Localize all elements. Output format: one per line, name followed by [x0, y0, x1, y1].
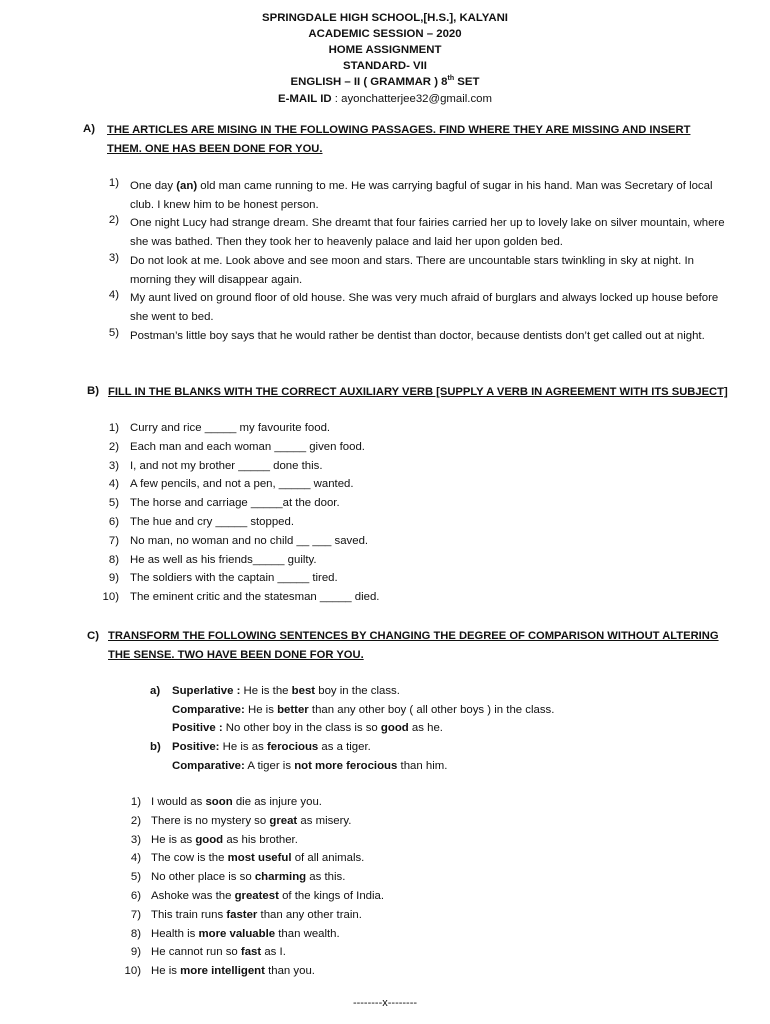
- item-bold: faster: [226, 908, 258, 921]
- school-name: SPRINGDALE HIGH SCHOOL,[H.S.], KALYANI: [262, 12, 508, 24]
- item-bold: greatest: [234, 890, 279, 902]
- item-text: Ashoke was the: [151, 890, 235, 902]
- list-item: The soldiers with the captain _____ tired.: [130, 572, 338, 585]
- item-text: There is no mystery so: [151, 814, 270, 827]
- list-item: [151, 796, 322, 808]
- list-item: [151, 946, 286, 958]
- list-item-number: 1): [108, 422, 119, 434]
- item-text: One night Lucy had strange dream. She dreamt that four fairies carried her up to lovely lake on silver mountain, where she was bathed. Then they took her to heavenly palace and laid her upon golden bed.: [130, 217, 725, 248]
- list-item: The eminent critic and the statesman _____ died.: [130, 591, 380, 604]
- item-bold: great: [269, 814, 298, 827]
- section-b-letter: B): [87, 385, 100, 397]
- item-text: No other place is so: [151, 871, 255, 884]
- list-item-number: 2): [108, 440, 119, 453]
- assignment-title: HOME ASSIGNMENT: [328, 44, 442, 56]
- list-item-number: 3): [108, 459, 119, 472]
- list-item: A few pencils, and not a pen, _____ wanted.: [130, 478, 354, 491]
- item-bold: charming: [254, 871, 307, 884]
- list-item-number: 4): [130, 852, 141, 865]
- item-text: of all animals.: [291, 852, 365, 865]
- list-item: He as well as his friends_____ guilty.: [130, 553, 317, 566]
- section-a-letter: A): [83, 123, 96, 135]
- section-c-title: TRANSFORM THE FOLLOWING SENTENCES BY CHANGING THE DEGREE OF COMPARISON WITHOUT ALTERING THE SENSE. TWO HAVE BEEN DONE FOR YOU.: [108, 630, 719, 661]
- item-text: He is: [151, 965, 181, 978]
- section-c-letter: C): [87, 630, 100, 642]
- item-bold: fast: [240, 946, 262, 959]
- list-item-number: 10): [102, 591, 119, 604]
- list-item-number: 3): [108, 252, 119, 264]
- list-item: [130, 289, 725, 326]
- example-a-positive: Positive : No other boy in the class is so good as he.: [172, 722, 443, 734]
- list-item-number: 1): [130, 796, 141, 808]
- list-item-number: 3): [130, 833, 141, 846]
- list-item-number: 10): [124, 965, 141, 978]
- item-text: than any other train.: [257, 908, 362, 921]
- list-item-number: 5): [130, 871, 141, 884]
- list-item-number: 6): [130, 890, 141, 902]
- list-item-number: 2): [130, 814, 141, 827]
- list-item: The hue and cry _____ stopped.: [130, 516, 295, 528]
- list-item: [151, 834, 298, 846]
- section-b-title: FILL IN THE BLANKS WITH THE CORRECT AUXILIARY VERB [SUPPLY A VERB IN AGREEMENT WITH ITS SUBJECT]: [108, 386, 728, 398]
- list-item-number: 5): [108, 327, 119, 339]
- item-text: as I.: [261, 946, 286, 959]
- item-text: One day: [130, 180, 177, 192]
- item-text: He is as: [151, 833, 196, 846]
- list-item-number: 2): [108, 214, 119, 226]
- list-item-number: 5): [108, 497, 119, 510]
- item-text: than you.: [264, 965, 315, 978]
- item-bold: soon: [205, 796, 233, 808]
- list-item: [151, 909, 362, 921]
- example-a-comparative: Comparative: He is better than any other boy ( all other boys ) in the class.: [172, 704, 555, 716]
- list-item: Each man and each woman _____ given food.: [130, 440, 365, 453]
- example-b-comparative: Comparative: A tiger is not more ferocious than him.: [172, 760, 448, 772]
- email-address: ayonchatterjee32@gmail.com: [341, 93, 492, 105]
- list-item-number: 9): [108, 572, 119, 585]
- list-item-number: 8): [108, 553, 119, 566]
- subject-line: ENGLISH – II ( GRAMMAR ) 8th SET: [290, 75, 480, 88]
- list-item: No man, no woman and no child __ ___ saved.: [130, 534, 369, 547]
- list-item-number: 6): [108, 516, 119, 528]
- email-line: E-MAIL ID : ayonchatterjee32@gmail.com: [278, 93, 492, 105]
- item-text: as this.: [306, 871, 346, 884]
- item-text: of the kings of India.: [278, 890, 385, 902]
- list-item-number: 8): [130, 927, 141, 940]
- list-item: [130, 177, 725, 214]
- list-item: [151, 965, 315, 977]
- list-item: [130, 252, 725, 289]
- item-bold: most useful: [227, 852, 292, 865]
- example-a-superlative: Superlative : He is the best boy in the class.: [172, 685, 400, 697]
- item-bold: good: [195, 833, 224, 846]
- item-text: die as injure you.: [232, 796, 322, 808]
- list-item-number: 7): [130, 908, 141, 921]
- section-a-title: THE ARTICLES ARE MISING IN THE FOLLOWING PASSAGES. FIND WHERE THEY ARE MISSING AND INSERT THEM. ONE HAS BEEN DONE FOR YOU.: [107, 124, 691, 155]
- list-item-number: 9): [130, 946, 141, 959]
- item-text: This train runs: [151, 908, 227, 921]
- item-bold: more valuable: [198, 927, 276, 940]
- list-item: [130, 214, 725, 251]
- item-text: The cow is the: [151, 852, 228, 865]
- footer-divider: --------x--------: [352, 997, 418, 1009]
- list-item: [151, 815, 351, 827]
- item-text: as misery.: [297, 814, 352, 827]
- list-item-number: 4): [108, 478, 119, 491]
- list-item-number: 4): [108, 289, 119, 301]
- list-item: Curry and rice _____ my favourite food.: [130, 422, 331, 434]
- list-item: [151, 852, 364, 864]
- list-item: [151, 890, 384, 902]
- item-text: old man came running to me. He was carrying bagful of sugar in his hand. Man was Secretary of local club. I knew him to be honest person.: [130, 180, 713, 211]
- item-bold: more intelligent: [180, 965, 265, 978]
- item-text: Health is: [151, 927, 199, 940]
- list-item: [130, 327, 725, 346]
- item-text: My aunt lived on ground floor of old house. She was very much afraid of burglars and always locked up house before she went to bed.: [130, 292, 719, 323]
- item-text: He cannot run so: [151, 946, 241, 959]
- academic-session: ACADEMIC SESSION – 2020: [308, 28, 462, 40]
- example-b-label: b): [150, 741, 161, 753]
- list-item: I, and not my brother _____ done this.: [130, 459, 323, 472]
- standard: STANDARD- VII: [343, 60, 427, 72]
- item-bold: (an): [176, 180, 198, 192]
- item-text: than wealth.: [275, 927, 340, 940]
- example-a-label: a): [150, 685, 161, 697]
- item-text: Do not look at me. Look above and see moon and stars. There are uncountable stars twinkling in sky at night. In morning they will disappear again.: [130, 255, 694, 286]
- list-item: [151, 928, 340, 940]
- item-text: I would as: [151, 796, 206, 808]
- list-item-number: 1): [108, 177, 119, 189]
- list-item: [151, 871, 345, 883]
- item-text: Postman’s little boy says that he would rather be dentist than doctor, because dentists don’t get called out at night.: [130, 330, 705, 342]
- example-b-positive: Positive: He is as ferocious as a tiger.: [172, 741, 371, 753]
- list-item-number: 7): [108, 534, 119, 547]
- list-item: The horse and carriage _____at the door.: [130, 497, 340, 510]
- item-text: as his brother.: [223, 833, 298, 846]
